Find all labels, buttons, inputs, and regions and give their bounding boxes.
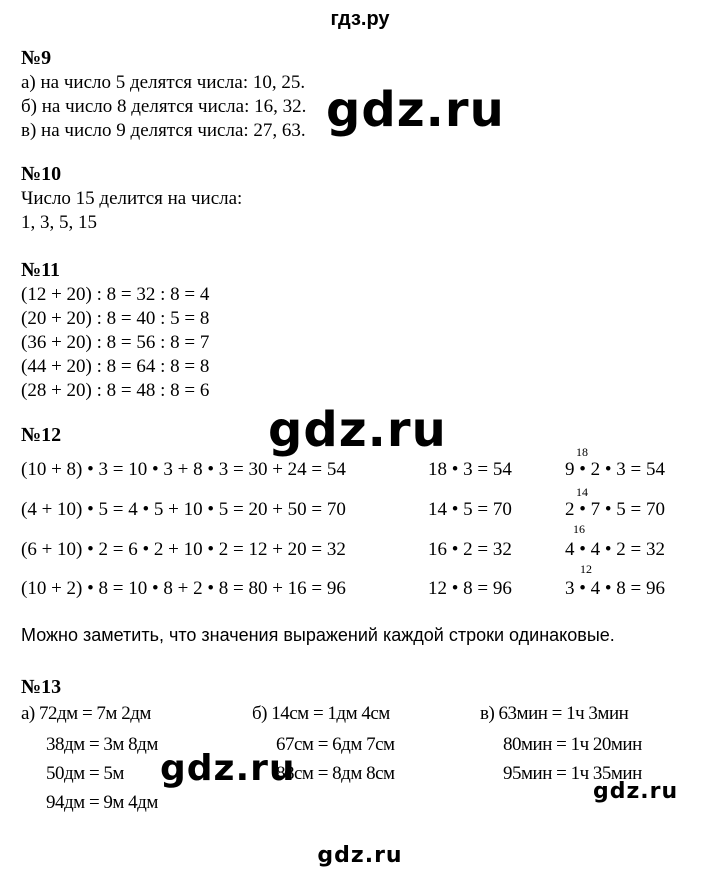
task-12-row-2-factor: 2 • 7 • 5 = 70 [565,499,666,520]
task-13-a-3: 50дм = 5м [46,763,124,784]
watermark-footer: gdz.ru [317,843,403,868]
task-12-row-4-factor: 3 • 4 • 8 = 96 [565,578,666,599]
task-10-title: №10 [21,163,62,185]
task-13-c-3: 95мин = 1ч 35мин [503,763,642,784]
task-9-line-c: в) на число 9 делятся числа: 27, 63. [21,120,306,141]
task-12-row-3-sup: 16 [573,522,585,536]
task-13-a-2: 38дм = 3м 8дм [46,734,158,755]
task-12-row-2-product: 14 • 5 = 70 [428,499,512,520]
watermark-3: gdz.ru [160,748,296,789]
task-13-a-1: а) 72дм = 7м 2дм [21,703,151,724]
task-13-title: №13 [21,676,62,698]
task-11-line-1: (12 + 20) : 8 = 32 : 8 = 4 [21,284,210,305]
site-title: гдз.ру [330,8,390,30]
task-12-row-2-expr: (4 + 10) • 5 = 4 • 5 + 10 • 5 = 20 + 50 = 70 [21,499,346,520]
task-12-row-1-expr: (10 + 8) • 3 = 10 • 3 + 8 • 3 = 30 + 24 = 54 [21,459,346,480]
task-12-note: Можно заметить, что значения выражений каждой строки одинаковые. [21,625,615,645]
task-12-row-4-sup: 12 [580,562,592,576]
task-11-line-5: (28 + 20) : 8 = 48 : 8 = 6 [21,380,210,401]
task-9-line-b: б) на число 8 делятся числа: 16, 32. [21,96,307,117]
watermark-4: gdz.ru [593,779,679,804]
task-12-row-1-product: 18 • 3 = 54 [428,459,512,480]
task-11-line-2: (20 + 20) : 8 = 40 : 5 = 8 [21,308,210,329]
task-13-b-3: 88см = 8дм 8см [276,763,395,784]
task-11-title: №11 [21,259,60,281]
task-12-row-1-factor: 9 • 2 • 3 = 54 [565,459,666,480]
task-12-row-4-product: 12 • 8 = 96 [428,578,512,599]
watermark-2: gdz.ru [268,402,447,458]
task-9-line-a: а) на число 5 делятся числа: 10, 25. [21,72,306,93]
task-12-title: №12 [21,424,62,446]
task-12-row-3-product: 16 • 2 = 32 [428,539,512,560]
task-11-line-3: (36 + 20) : 8 = 56 : 8 = 7 [21,332,210,353]
task-10-line-1: Число 15 делится на числа: [21,188,243,209]
task-12-row-3-expr: (6 + 10) • 2 = 6 • 2 + 10 • 2 = 12 + 20 = 32 [21,539,346,560]
task-10-line-2: 1, 3, 5, 15 [21,212,97,233]
task-12-row-3-factor: 4 • 4 • 2 = 32 [565,539,666,560]
task-11-line-4: (44 + 20) : 8 = 64 : 8 = 8 [21,356,210,377]
task-9-title: №9 [21,47,52,69]
watermark-1: gdz.ru [326,82,505,138]
task-13-b-1: б) 14см = 1дм 4см [252,703,390,724]
task-12-row-2-sup: 14 [576,485,588,499]
task-13-c-1: в) 63мин = 1ч 3мин [480,703,629,724]
task-12-row-4-expr: (10 + 2) • 8 = 10 • 8 + 2 • 8 = 80 + 16 = 96 [21,578,346,599]
task-13-a-4: 94дм = 9м 4дм [46,792,158,813]
task-12-row-1-sup: 18 [576,445,588,459]
task-13-b-2: 67см = 6дм 7см [276,734,395,755]
task-13-c-2: 80мин = 1ч 20мин [503,734,642,755]
